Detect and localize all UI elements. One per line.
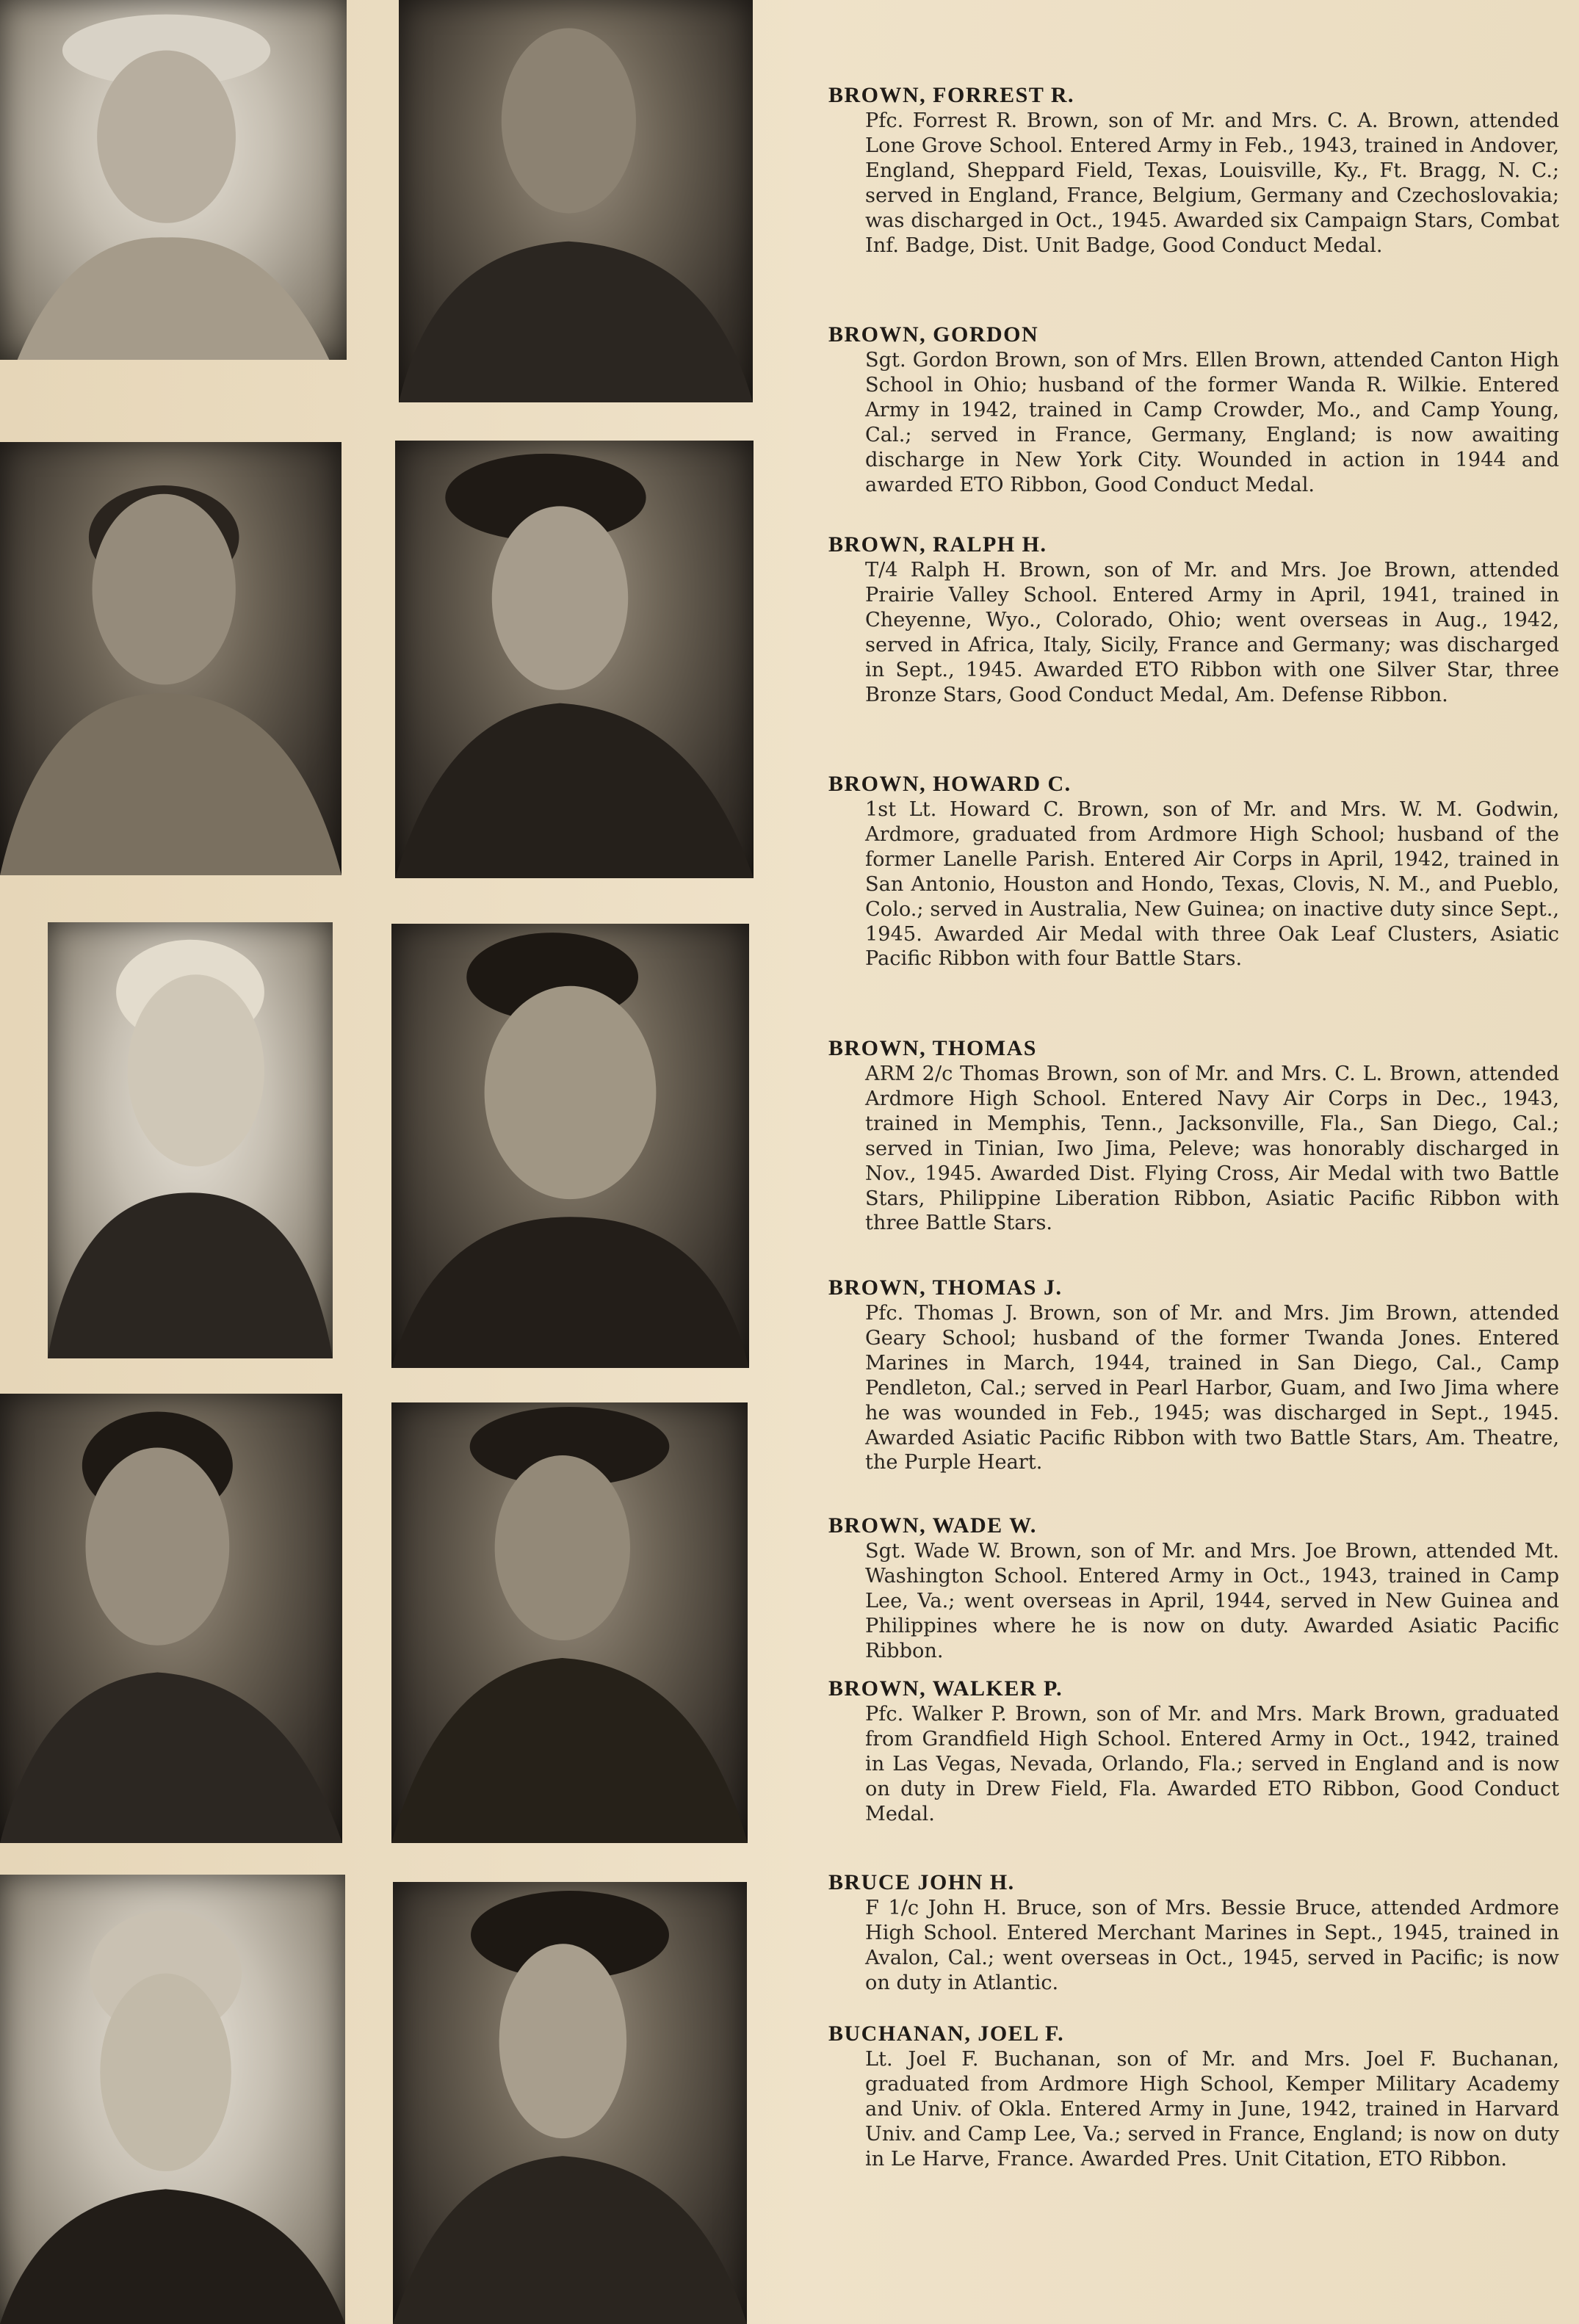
entry-name: BROWN, WALKER P. <box>828 1676 1063 1701</box>
entry-brown-howard <box>828 771 1559 971</box>
entry-bruce-john <box>828 1869 1559 1996</box>
entry-brown-thomas-j <box>828 1275 1559 1475</box>
portrait-silhouette-icon <box>399 0 753 402</box>
entry-buchanan-joel <box>828 2021 1559 2172</box>
entry-name: BROWN, WADE W. <box>828 1513 1037 1538</box>
portrait-silhouette-icon <box>0 1875 345 2324</box>
entry-brown-ralph <box>828 532 1559 707</box>
portrait-photo-6 <box>391 924 749 1368</box>
entry-brown-forrest <box>828 82 1559 258</box>
entry-text: Pfc. Walker P. Brown, son of Mr. and Mrs. Mark Brown, graduated from Grandfield High School. Entered Army in Oct., 1942, trained in Las Vegas, Nevada, Orlando, Fla.; served in England and is now on duty in Drew Field, Fla. Awarded ETO Ribbon, Good Conduct Medal. <box>865 1703 1559 1825</box>
portrait-photo-7 <box>0 1394 342 1843</box>
portrait-silhouette-icon <box>395 441 754 878</box>
portrait-photo-3 <box>0 442 342 875</box>
portrait-silhouette-icon <box>48 922 333 1358</box>
entry-text: F 1/c John H. Bruce, son of Mrs. Bessie Bruce, attended Ardmore High School. Entered Merchant Marines in Sept., 1945, trained in Avalon, Cal.; went overseas in Oct., 1945, served in Pacific; is now on duty in Atlantic. <box>865 1897 1559 1994</box>
portrait-silhouette-icon <box>393 1882 747 2324</box>
entry-text: Pfc. Forrest R. Brown, son of Mr. and Mrs. C. A. Brown, attended Lone Grove School. Entered Army in Feb., 1943, trained in Andover, England, Sheppard Field, Texas, Louisville, Ky., Ft. Bragg, N. C.; served in England, France, Belgium, Germany and Czechoslovakia; was discharged in Oct., 1945. Awarded six Campaign Stars, Combat Inf. Badge, Dist. Unit Badge, Good Conduct Medal. <box>865 109 1559 257</box>
entry-brown-gordon <box>828 322 1559 497</box>
portrait-silhouette-icon <box>0 1394 342 1843</box>
entry-text: Sgt. Wade W. Brown, son of Mr. and Mrs. Joe Brown, attended Mt. Washington School. Entered Army in Oct., 1943, trained in Camp Lee, Va.; went overseas in April, 1944, served in New Guinea and Philippines where he is now on duty. Awarded Asiatic Pacific Ribbon. <box>865 1540 1559 1662</box>
portrait-photo-1 <box>0 0 347 360</box>
entry-brown-thomas <box>828 1035 1559 1236</box>
entry-text: T/4 Ralph H. Brown, son of Mr. and Mrs. Joe Brown, attended Prairie Valley School. Entered Army in April, 1941, trained in Cheyenne, Wyo., Colorado, Ohio; went overseas in Aug., 1942, served in Africa, Italy, Sicily, France and Germany; was discharged in Sept., 1945. Awarded ETO Ribbon with one Silver Star, three Bronze Stars, Good Conduct Medal, Am. Defense Ribbon. <box>865 559 1559 706</box>
entry-name: BROWN, THOMAS <box>828 1036 1037 1060</box>
portrait-photo-5 <box>48 922 333 1358</box>
entry-text: Pfc. Thomas J. Brown, son of Mr. and Mrs. Jim Brown, attended Geary School; husband of the former Twanda Jones. Entered Marines in March, 1944, trained in San Diego, Cal., Camp Pendleton, Cal.; served in Pearl Harbor, Guam, and Iwo Jima where he was wounded in Feb., 1945; was discharged in Sept., 1945. Awarded Asiatic Pacific Ribbon with two Battle Stars, Am. Theatre, the Purple Heart. <box>865 1302 1559 1474</box>
entry-text: 1st Lt. Howard C. Brown, son of Mr. and Mrs. W. M. Godwin, Ardmore, graduated from Ardmore High School; husband of the former Lanelle Parish. Entered Air Corps in April, 1942, trained in San Antonio, Houston and Hondo, Texas, Clovis, N. M., and Pueblo, Colo.; served in Australia, New Guinea; on inactive duty since Sept., 1945. Awarded Air Medal with three Oak Leaf Clusters, Asiatic Pacific Ribbon with four Battle Stars. <box>865 798 1559 971</box>
entry-text: Lt. Joel F. Buchanan, son of Mr. and Mrs. Joel F. Buchanan, graduated from Ardmore High School, Kemper Military Academy and Univ. of Okla. Entered Army in June, 1942, trained in Harvard Univ. and Camp Lee, Va.; served in France, England; is now on duty in Le Harve, France. Awarded Pres. Unit Citation, ETO Ribbon. <box>865 2048 1559 2171</box>
portrait-silhouette-icon <box>0 442 342 875</box>
portrait-photo-2 <box>399 0 753 402</box>
entry-brown-wade <box>828 1513 1559 1664</box>
entry-name: BRUCE JOHN H. <box>828 1870 1015 1894</box>
portrait-silhouette-icon <box>0 0 347 360</box>
portrait-photo-8 <box>391 1402 748 1843</box>
entry-name: BROWN, RALPH H. <box>828 532 1047 557</box>
portrait-silhouette-icon <box>391 924 749 1368</box>
portrait-photo-4 <box>395 441 754 878</box>
portrait-photo-9 <box>0 1875 345 2324</box>
entry-name: BUCHANAN, JOEL F. <box>828 2021 1065 2046</box>
entry-name: BROWN, GORDON <box>828 322 1039 347</box>
entry-name: BROWN, FORREST R. <box>828 83 1074 107</box>
portrait-silhouette-icon <box>391 1402 748 1843</box>
portrait-photo-10 <box>393 1882 747 2324</box>
entry-text: Sgt. Gordon Brown, son of Mrs. Ellen Brown, attended Canton High School in Ohio; husband of the former Wanda R. Wilkie. Entered Army in 1942, trained in Camp Crowder, Mo., and Camp Young, Cal.; served in France, Germany, England; is now awaiting discharge in New York City. Wounded in action in 1944 and awarded ETO Ribbon, Good Conduct Medal. <box>865 349 1559 496</box>
entry-brown-walker <box>828 1676 1559 1827</box>
entry-name: BROWN, THOMAS J. <box>828 1275 1063 1300</box>
entry-name: BROWN, HOWARD C. <box>828 772 1072 796</box>
entry-text: ARM 2/c Thomas Brown, son of Mr. and Mrs. C. L. Brown, attended Ardmore High School. Entered Navy Air Corps in Dec., 1943, trained in Memphis, Tenn., Jacksonville, Fla., San Diego, Cal.; served in Tinian, Iwo Jima, Peleve; was honorably discharged in Nov., 1945. Awarded Dist. Flying Cross, Air Medal with two Battle Stars, Philippine Liberation Ribbon, Asiatic Pacific Ribbon with three Battle Stars. <box>865 1063 1559 1235</box>
